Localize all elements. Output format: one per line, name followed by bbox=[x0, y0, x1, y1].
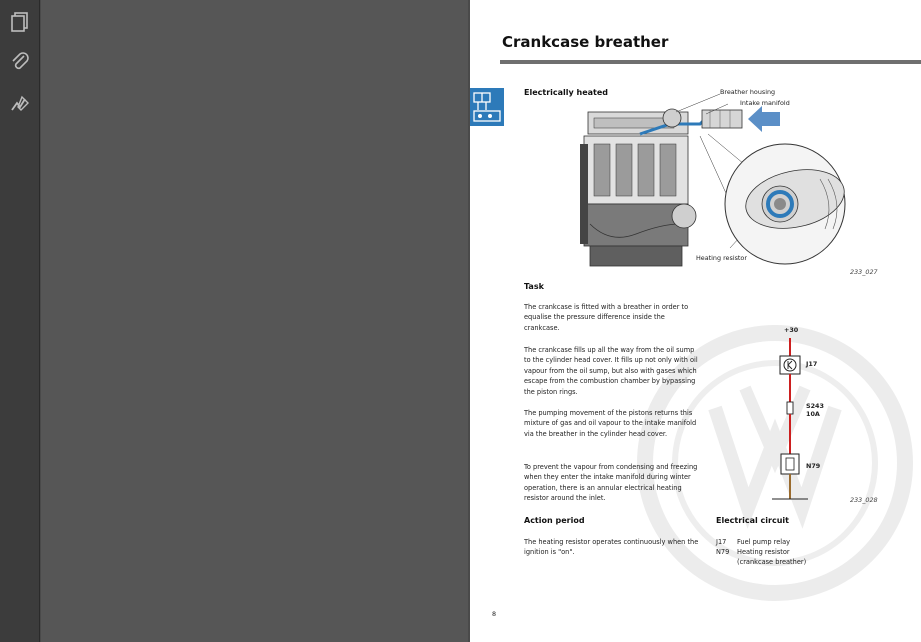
task-heading: Task bbox=[524, 282, 544, 291]
figure-number-1: 233_027 bbox=[850, 268, 878, 276]
fuse-symbol bbox=[787, 402, 793, 414]
electrical-heading: Electrical circuit bbox=[716, 516, 789, 525]
page-title: Crankcase breather bbox=[502, 33, 669, 51]
viewer-background bbox=[41, 0, 468, 642]
engine-block bbox=[580, 112, 696, 266]
pages-icon[interactable] bbox=[6, 8, 34, 36]
heater-box bbox=[781, 454, 799, 474]
task-paragraph-2: The crankcase fills up all the way from the oil sump to the cylinder head cover. It fills up not only with oil vapour from the oil sump, but also with gases which escape from the combustion chamber by bypassing the piston rings. bbox=[524, 346, 698, 396]
callout-intake-manifold: Intake manifold bbox=[740, 99, 790, 107]
circuit-label-relay: J17 bbox=[806, 360, 818, 368]
subheading: Electrically heated bbox=[524, 88, 609, 97]
tool-rail bbox=[0, 0, 40, 642]
circuit-label-fuse: S243 bbox=[806, 402, 824, 410]
title-rule bbox=[500, 60, 921, 64]
task-paragraph-4: To prevent the vapour from condensing and freezing when they enter the intake manifold during winter operation, there is an annular electrical heating resistor around the inlet. bbox=[524, 463, 698, 503]
page-number: 8 bbox=[492, 610, 497, 618]
paperclip-icon[interactable] bbox=[6, 48, 34, 76]
sign-icon[interactable] bbox=[6, 90, 34, 118]
section-icon bbox=[470, 88, 504, 126]
figure-number-2: 233_028 bbox=[850, 496, 878, 504]
legend-desc-3: (crankcase breather) bbox=[737, 558, 807, 566]
action-text: The heating resistor operates continuously when the ignition is "on". bbox=[524, 538, 699, 557]
circuit-label-supply: +30 bbox=[784, 326, 799, 334]
document-page bbox=[470, 0, 921, 642]
legend-code-1: J17 bbox=[716, 538, 727, 546]
legend-code-2: N79 bbox=[716, 548, 730, 556]
detail-magnifier bbox=[725, 144, 850, 264]
task-paragraph-3: The pumping movement of the pistons returns this mixture of gas and oil vapour to the intake manifold via the breather in the cylinder head cover. bbox=[524, 409, 697, 438]
circuit-label-fuse-rating: 10A bbox=[806, 410, 820, 418]
callout-breather-housing: Breather housing bbox=[720, 88, 776, 96]
engine-illustration bbox=[580, 84, 880, 274]
legend-desc-1: Fuel pump relay bbox=[737, 538, 791, 546]
circuit-label-resistor: N79 bbox=[806, 462, 821, 470]
callout-heating-resistor: Heating resistor bbox=[696, 254, 747, 262]
task-paragraph-1: The crankcase is fitted with a breather in order to equalise the pressure difference inside the crankcase. bbox=[524, 303, 689, 332]
action-heading: Action period bbox=[524, 516, 585, 525]
legend-desc-2: Heating resistor bbox=[737, 548, 790, 556]
